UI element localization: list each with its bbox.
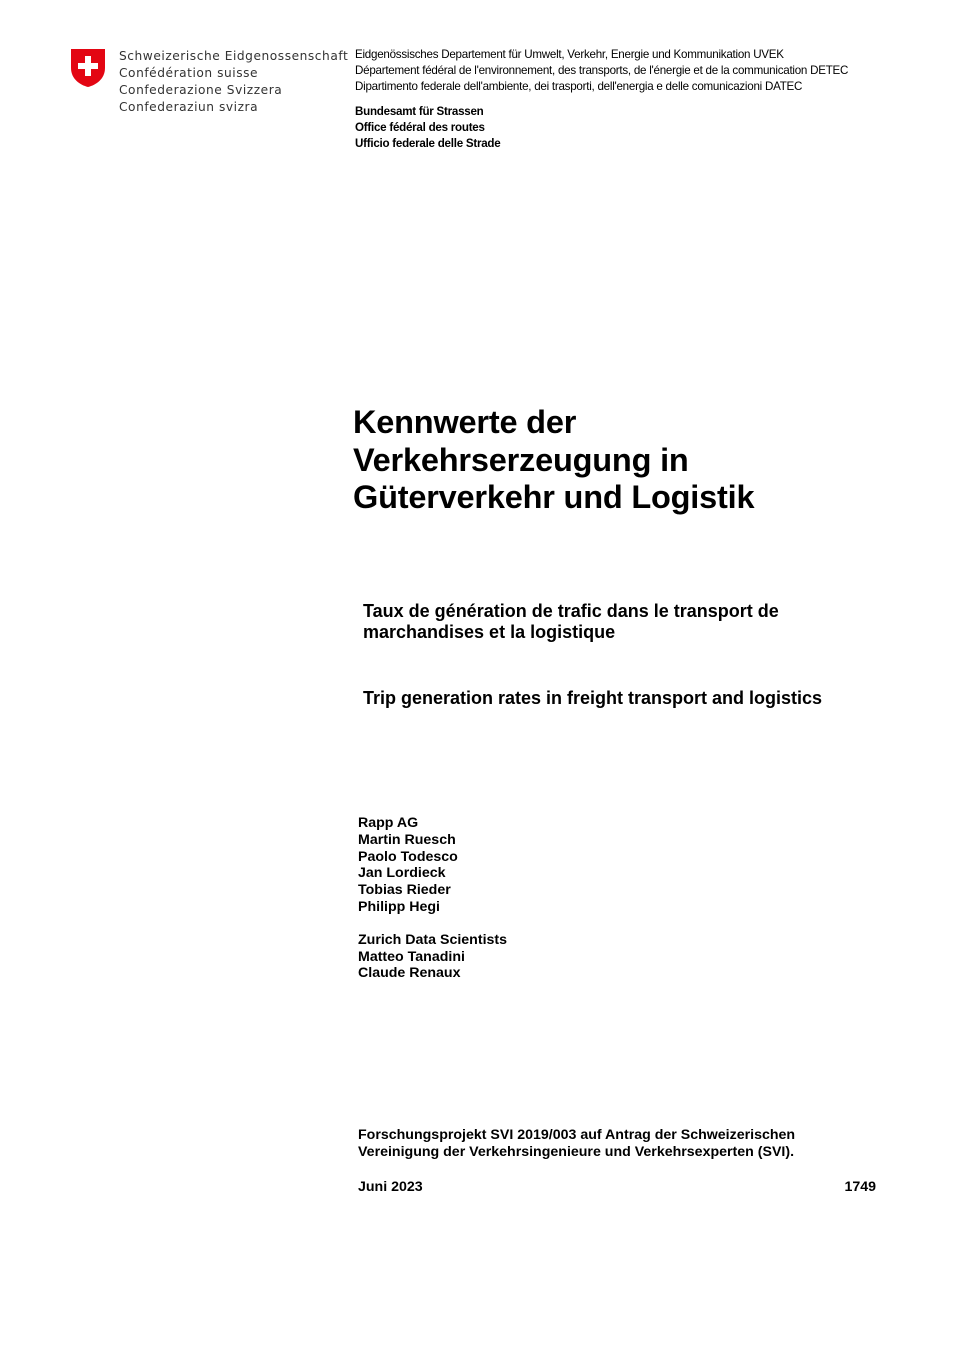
department-line-it: Dipartimento federale dell'ambiente, dei trasporti, dell'energia e delle comunicazioni DATEC bbox=[355, 80, 803, 94]
confederation-name-it: Confederazione Svizzera bbox=[119, 83, 283, 97]
title-line: Verkehrserzeugung in bbox=[353, 441, 689, 478]
office-block bbox=[355, 104, 500, 153]
confederation-names bbox=[119, 48, 348, 116]
subtitle-fr-line: Taux de génération de trafic dans le transport de bbox=[363, 601, 779, 621]
office-line-fr: Office fédéral des routes bbox=[355, 121, 485, 135]
department-block bbox=[355, 47, 848, 96]
department-line-fr: Département fédéral de l'environnement, des transports, de l'énergie et de la communication DETEC bbox=[355, 64, 849, 78]
author-line: Paolo Todesco bbox=[358, 848, 458, 865]
document-title bbox=[353, 404, 754, 517]
report-number: 1749 bbox=[844, 1179, 876, 1195]
project-note bbox=[358, 1127, 795, 1161]
office-line-it: Ufficio federale delle Strade bbox=[355, 137, 501, 151]
project-line: Forschungsprojekt SVI 2019/003 auf Antrag der Schweizerischen bbox=[358, 1127, 796, 1143]
subtitle-english: Trip generation rates in freight transport and logistics bbox=[363, 688, 823, 708]
subtitle-french bbox=[363, 601, 779, 643]
office-line-de: Bundesamt für Strassen bbox=[355, 105, 484, 118]
author-line: Rapp AG bbox=[358, 815, 419, 831]
confederation-name-rm: Confederaziun svizra bbox=[119, 100, 259, 114]
confederation-name-fr: Confédération suisse bbox=[119, 66, 259, 80]
subtitle-fr-line: marchandises et la logistique bbox=[363, 622, 616, 642]
author-line: Matteo Tanadini bbox=[358, 948, 465, 965]
author-line: Claude Renaux bbox=[358, 965, 461, 982]
author-line: Jan Lordieck bbox=[358, 865, 446, 882]
swiss-coat-of-arms-icon bbox=[70, 48, 106, 88]
author-line: Philipp Hegi bbox=[358, 898, 440, 915]
author-line: Martin Ruesch bbox=[358, 831, 456, 848]
title-line: Güterverkehr und Logistik bbox=[353, 479, 755, 515]
project-line: Vereinigung der Verkehrsingenieure und Verkehrsexperten (SVI). bbox=[358, 1143, 795, 1160]
author-line: Zurich Data Scientists bbox=[358, 931, 508, 948]
publication-date: Juni 2023 bbox=[358, 1179, 423, 1195]
department-line-de: Eidgenössisches Departement für Umwelt, Verkehr, Energie und Kommunikation UVEK bbox=[355, 48, 784, 61]
authors-block bbox=[358, 815, 507, 982]
author-line: Tobias Rieder bbox=[358, 882, 451, 899]
title-line: Kennwerte der bbox=[353, 404, 577, 440]
author-group-spacer bbox=[358, 916, 507, 932]
confederation-name-de: Schweizerische Eidgenossenschaft bbox=[119, 49, 349, 63]
